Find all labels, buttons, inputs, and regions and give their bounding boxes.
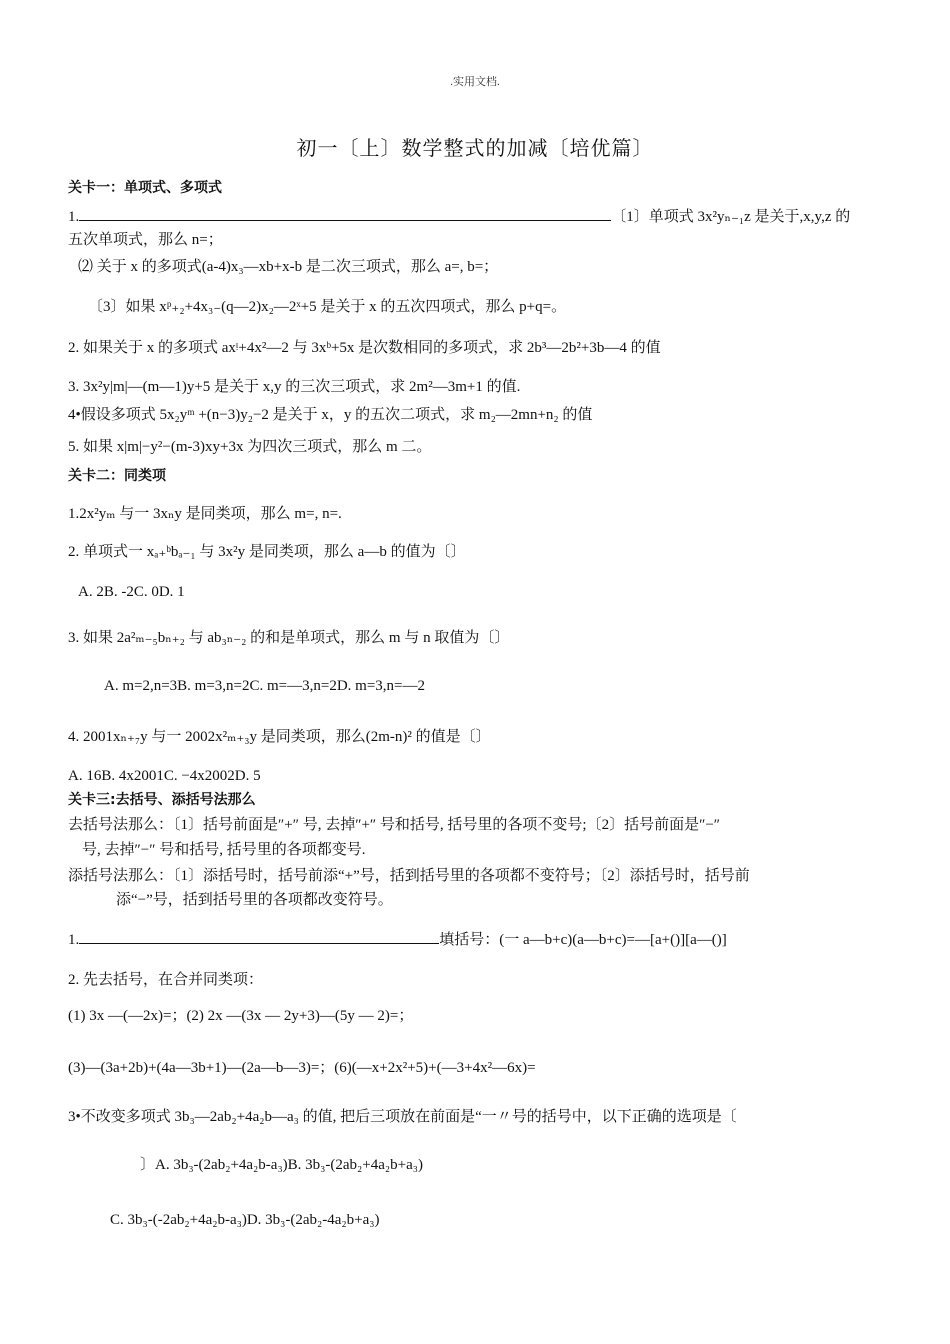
s3-q3-options-ab: 〕A. 3b₃-(2ab₂+4a₂b-a₃)B. 3b₃-(2ab₂+4a₂b+a₃) (140, 1157, 423, 1173)
section-2-heading: 关卡二：同类项 (68, 468, 166, 484)
s2-q4-options: A. 16B. 4x2001C. −4x2002D. 5 (68, 768, 261, 784)
s1-q1-number: 1. (68, 209, 80, 225)
s3-q3-options-cd: C. 3b₃-(-2ab₂+4a₂b-a₃)D. 3b₃-(2ab₂-4a₂b+a₃) (110, 1212, 380, 1228)
s3-question-2-part-1: (1) 3x —(—2x)=；(2) 2x —(3x — 2y+3)—(5y — 2)=； (68, 1008, 414, 1024)
s3-question-1 (68, 928, 727, 950)
s3-rule-2-line-2: 添“−”号，括到括号里的各项都改变符号。 (116, 892, 393, 908)
s2-question-3: 3. 如果 2a²ₘ₋₅bₙ₊₂ 与 ab₃ₙ₋₂ 的和是单项式，那么 m 与 n 取值为〔〕 (68, 630, 510, 646)
s2-q2-options: A. 2B. -2C. 0D. 1 (78, 584, 185, 600)
s2-question-1: 1.2x²yₘ 与一 3xₙy 是同类项，那么 m=, n=. (68, 506, 342, 522)
s2-question-2: 2. 单项式一 xₐ₊ᵇbₐ₋₁ 与 3x²y 是同类项，那么 a—b 的值为〔〕 (68, 544, 466, 560)
s3-rule-1-line-2: 号, 去掉″−″ 号和括号, 括号里的各项都变号. (82, 842, 366, 858)
s1-question-1-2: ⑵ 关于 x 的多项式(a-4)x₃—xb+x-b 是二次三项式，那么 a=, b=； (78, 259, 499, 275)
s1-q1-text: 〔1〕单项式 3x²yₙ₋₁z 是关于,x,y,z 的 (611, 209, 851, 225)
page-title: 初一〔上〕数学整式的加减〔培优篇〕 (296, 136, 654, 160)
s3-q1-blank (79, 928, 439, 944)
s3-question-2: 2. 先去括号，在合并同类项： (68, 972, 264, 988)
s1-question-3: 3. 3x²y|m|—(m—1)y+5 是关于 x,y 的三次三项式，求 2m²—3m+1 的值. (68, 379, 521, 395)
s1-question-2: 2. 如果关于 x 的多项式 axᵎ+4x²—2 与 3xᵇ+5x 是次数相同的多项式，求 2b³—2b²+3b—4 的值 (68, 340, 661, 356)
s3-question-2-part-2: (3)—(3a+2b)+(4a—3b+1)—(2a—b—3)=；(6)(—x+2x²+5)+(—3+4x²—6x)= (68, 1060, 536, 1076)
s1-question-4: 4•假设多项式 5x₂yᵐ +(n−3)y₂−2 是关于 x，y 的五次二项式，求 m₂—2mn+n₂ 的值 (68, 407, 593, 423)
s3-question-3: 3•不改变多项式 3b₃—2ab₂+4a₂b—a₃ 的值, 把后三项放在前面是“一〃号的括号中，以下正确的选项是〔 (68, 1109, 737, 1125)
s1-q1-blank (79, 205, 611, 221)
s2-question-4: 4. 2001xₙ₊₇y 与一 2002x²ₘ₊₃y 是同类项，那么(2m-n)² 的值是〔〕 (68, 729, 491, 745)
section-3-heading: 关卡三:去括号、添括号法那么 (68, 792, 256, 808)
page-header: .实用文档. (450, 76, 500, 88)
s3-rule-1-line-1: 去括号法那么：〔1〕括号前面是″+″ 号, 去掉″+″ 号和括号, 括号里的各项不变号;〔2〕括号前面是″−″ (68, 817, 721, 833)
s1-q1-continuation: 五次单项式，那么 n=； (68, 232, 223, 248)
s3-rule-2-line-1: 添括号法那么：〔1〕添括号时，括号前添“+”号，括到括号里的各项都不变符号；〔2〕添括号时，括号前 (68, 868, 750, 884)
section-1-heading: 关卡一：单项式、多项式 (68, 180, 222, 196)
s1-question-1-3: 〔3〕如果 xᵖ₊₂+4x₃₋(q—2)x₂—2ˣ+5 是关于 x 的五次四项式，那么 p+q=。 (88, 299, 567, 315)
s2-q3-options: A. m=2,n=3B. m=3,n=2C. m=—3,n=2D. m=3,n=—2 (104, 678, 426, 694)
s1-question-1 (68, 205, 850, 227)
s1-question-5: 5. 如果 x|m|−y²−(m-3)xy+3x 为四次三项式，那么 m 二。 (68, 439, 432, 455)
s3-q1-number: 1. (68, 932, 80, 948)
s3-q1-text: 填括号：(一 a—b+c)(a—b+c)=—[a+()][a—()] (439, 932, 727, 948)
